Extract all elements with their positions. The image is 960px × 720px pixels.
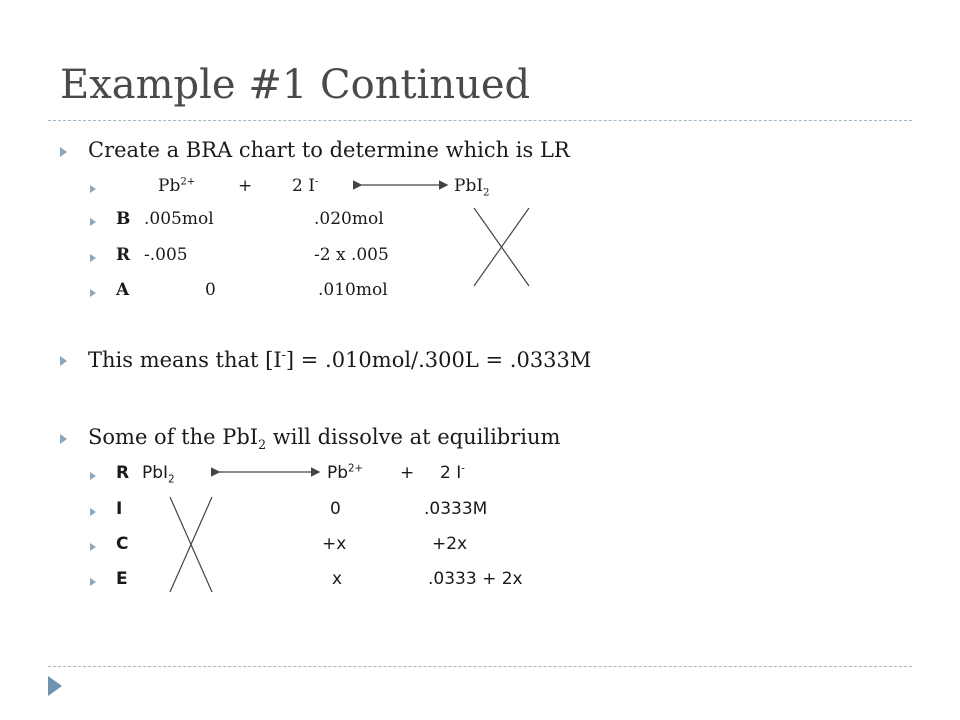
bullet-molarity: This means that [I-] = .010mol/.300L = .0333M [88,347,592,372]
rice-row-value: +x [322,534,347,554]
rice-row-value: +2x [432,534,468,554]
bra-row-value: .020mol [314,209,384,229]
bra-row-value: .010mol [318,280,388,300]
rice-row-value: .0333M [424,499,488,519]
bra-row-value: -2 x .005 [314,245,389,265]
rice-row-value: 0 [330,499,341,519]
bullet-bra-intro: Create a BRA chart to determine which is LR [88,138,570,162]
bra-row-label: B [116,209,131,229]
bra-row-value: -.005 [144,245,188,265]
bra-reaction-pb: $Pb^{2+}$ [158,176,196,196]
bra-reaction-iodide: 2 I- [292,176,319,196]
slide-title: Example #1 Continued [60,62,531,108]
rice-reaction-pb: $Pb^{2+}$ [327,463,364,483]
bra-row-label: R [116,245,131,265]
bra-row-label: A [116,280,130,300]
bra-reaction-product: PbI$_2$ [454,176,490,199]
bra-reaction-plus: + [238,176,253,196]
rice-row-value: x [332,569,343,589]
rice-reaction-iodide: 2 I- [440,463,465,483]
rice-row-label: E [116,569,128,589]
next-slide-icon[interactable] [48,676,62,696]
rice-reaction-reactant: PbI$_2$ [142,463,175,486]
rice-row-value: .0333 + 2x [428,569,523,589]
bra-row-value: .005mol [144,209,214,229]
rice-reaction-plus: + [400,463,415,483]
bullet-equilibrium: Some of the PbI$_2$ will dissolve at equilibrium [88,425,561,453]
bottom-divider [48,666,912,667]
rice-row-label: R [116,463,130,483]
rice-row-label: I [116,499,123,519]
rice-row-label: C [116,534,129,554]
bra-row-value: 0 [205,280,216,300]
